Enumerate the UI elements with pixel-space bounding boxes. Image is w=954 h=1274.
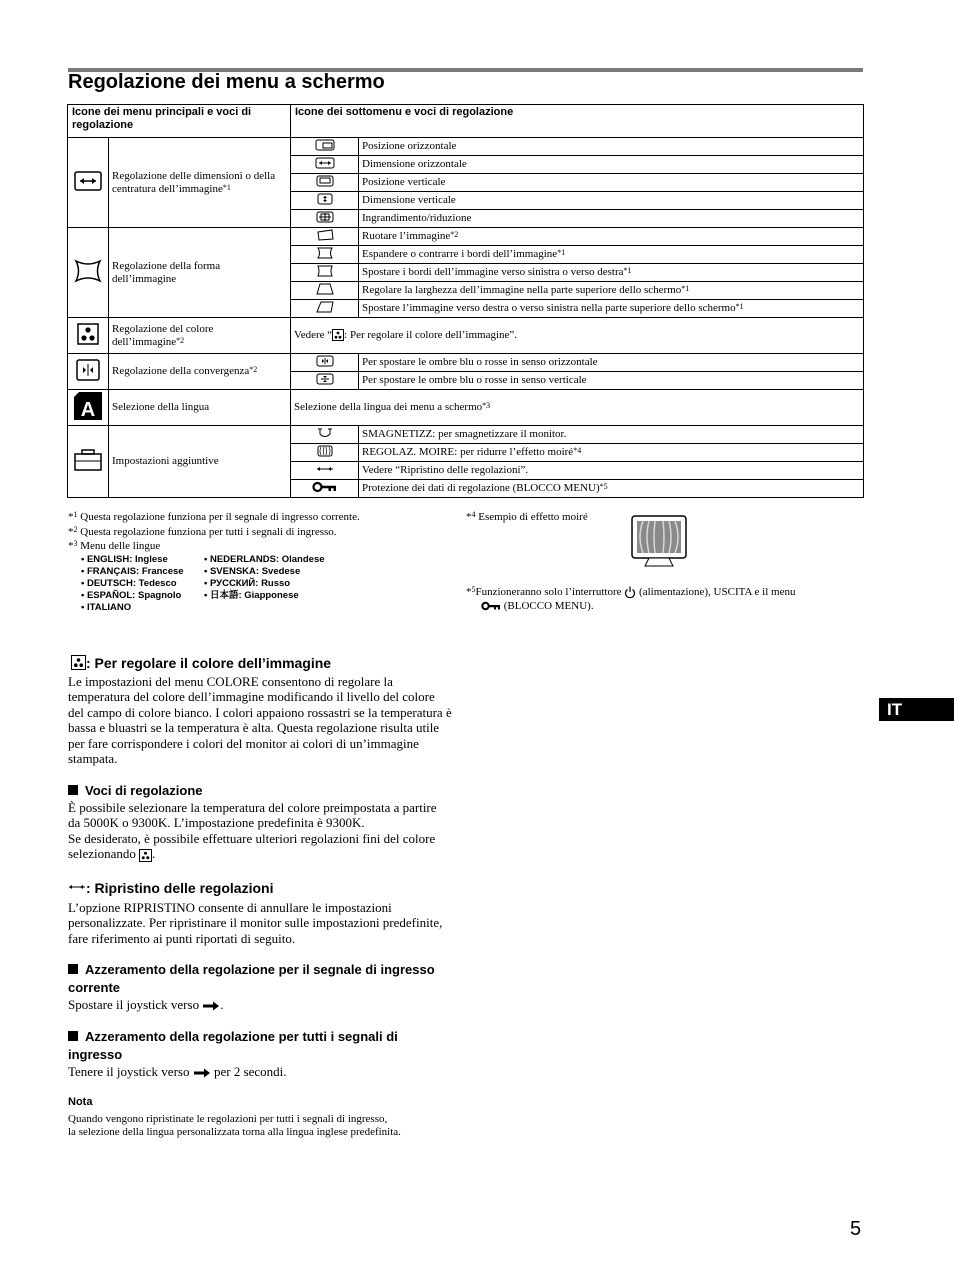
color-icon — [332, 329, 344, 341]
option-menu-icon — [68, 426, 109, 498]
language-detail: Selezione della lingua dei menu a schermo$^{*3}$ — [291, 390, 864, 426]
convergence-item: Per spostare le ombre blu o rosse in senso orizzontale — [359, 354, 864, 372]
reset-section-heading: : Ripristino delle regolazioni — [68, 880, 273, 896]
h-convergence-icon — [291, 354, 359, 372]
language-menu-icon — [68, 390, 109, 426]
degauss-icon — [291, 426, 359, 444]
moire-example-image — [631, 515, 687, 569]
keystone-icon — [291, 282, 359, 300]
pincushion-icon — [291, 246, 359, 264]
menu-lock-icon — [291, 480, 359, 498]
size-center-menu-icon — [68, 138, 109, 228]
size-item: Dimensione verticale — [359, 192, 864, 210]
v-convergence-icon — [291, 372, 359, 390]
geometry-item: Espandere o contrarre i bordi dell’immagine$^{*1}$ — [359, 246, 864, 264]
header-sub-icons: Icone dei sottomenu e voci di regolazione — [291, 105, 864, 138]
language-list-right: • NEDERLANDS: Olandese • SVENSKA: Svedese • РУССКИЙ: Russo • 日本語: Giapponese — [204, 554, 325, 601]
menu-lock-icon — [481, 601, 501, 611]
reset-section-body: L’opzione RIPRISTINO consente di annullare le impostazioni personalizzate. Per ripristinare il monitor sulle impostazioni predefinite, fare riferimento ai punti riportati di seguito. — [68, 900, 443, 946]
convergence-menu-icon — [68, 354, 109, 390]
color-label: Regolazione del colore dell’immagine$^{*2}$ — [109, 318, 291, 354]
moire-icon — [291, 444, 359, 462]
footnote-4: *$^4$ Esempio di effetto moiré — [466, 510, 588, 523]
arrow-right-icon — [202, 1001, 220, 1011]
language-tab: IT — [879, 698, 954, 721]
option-item: Protezione dei dati di regolazione (BLOCCO MENU)$^{*5}$ — [359, 480, 864, 498]
v-size-icon — [291, 192, 359, 210]
geometry-menu-icon — [68, 228, 109, 318]
arrow-right-icon — [193, 1068, 211, 1078]
option-label: Impostazioni aggiuntive — [109, 426, 291, 498]
size-item: Posizione verticale — [359, 174, 864, 192]
geometry-item: Ruotare l’immagine$^{*2}$ — [359, 228, 864, 246]
convergence-item: Per spostare le ombre blu o rosse in senso verticale — [359, 372, 864, 390]
size-item: Ingrandimento/riduzione — [359, 210, 864, 228]
reset-icon — [291, 462, 359, 480]
size-center-label: Regolazione delle dimensioni o della centratura dell’immagine$^{*1}$ — [109, 138, 291, 228]
zoom-icon — [291, 210, 359, 228]
page-number: 5 — [850, 1218, 862, 1240]
pin-balance-icon — [291, 264, 359, 282]
svg-text:A: A — [80, 398, 96, 421]
color-icon — [71, 655, 86, 670]
geometry-label: Regolazione della forma dell’immagine — [109, 228, 291, 318]
color-section-body: Le impostazioni del menu COLORE consentono di regolare la temperatura del colore dell’immagine modificando il livello del colore del campo di colore bianco. I colori appaiono rossastri se la temperatura è bassa e bluastri se la temperatura è alta. Questa regolazione risulta utile per fare corrispondere i colori del monitor ai colori di un’immagine stampata. — [68, 674, 452, 767]
footnote-2: *$^2$ Questa regolazione funziona per tutti i segnali di ingresso. — [68, 525, 337, 538]
size-item: Posizione orizzontale — [359, 138, 864, 156]
color-section-heading: : Per regolare il colore dell’immagine — [71, 655, 331, 671]
reset-current-text: Spostare il joystick verso . — [68, 997, 224, 1012]
footnote-1: *$^1$ Questa regolazione funziona per il segnale di ingresso corrente. — [68, 510, 360, 523]
reset-current-heading: Azzeramento della regolazione per il segnale di ingresso corrente — [68, 962, 435, 995]
page-title: Regolazione dei menu a schermo — [68, 71, 385, 93]
header-main-icons: Icone dei menu principali e voci di regolazione — [68, 105, 291, 138]
color-see-ref: Vedere “ : Per regolare il colore dell’immagine”. — [291, 318, 864, 354]
option-item: REGOLAZ. MOIRE: per ridurre l’effetto moiré$^{*4}$ — [359, 444, 864, 462]
nota-text: Quando vengono ripristinate le regolazioni per tutti i segnali di ingresso, la selezione della lingua personalizzata torna alla lingua inglese predefinita. — [68, 1113, 401, 1138]
reset-icon — [68, 882, 86, 892]
power-icon — [624, 586, 636, 598]
footnote-5: *$^5$Funzioneranno solo l’interruttore (alimentazione), USCITA e il menu (BLOCCO MENU). — [466, 585, 796, 612]
h-size-icon — [291, 156, 359, 174]
option-item: SMAGNETIZZ: per smagnetizzare il monitor. — [359, 426, 864, 444]
option-item: Vedere “Ripristino delle regolazioni”. — [359, 462, 864, 480]
v-position-icon — [291, 174, 359, 192]
color-icon — [139, 849, 152, 862]
key-balance-icon — [291, 300, 359, 318]
size-item: Dimensione orizzontale — [359, 156, 864, 174]
geometry-item: Spostare i bordi dell’immagine verso sinistra o verso destra$^{*1}$ — [359, 264, 864, 282]
convergence-label: Regolazione della convergenza$^{*2}$ — [109, 354, 291, 390]
geometry-item: Regolare la larghezza dell’immagine nella parte superiore dello schermo$^{*1}$ — [359, 282, 864, 300]
language-list-left: • ENGLISH: Inglese • FRANÇAIS: Francese • DEUTSCH: Tedesco • ESPAÑOL: Spagnolo • ITALIANO — [81, 554, 184, 613]
color-menu-icon — [68, 318, 109, 354]
reset-all-heading: Azzeramento della regolazione per tutti i segnali di ingresso — [68, 1029, 398, 1062]
menu-table — [67, 104, 864, 498]
nota-heading: Nota — [68, 1096, 93, 1108]
color-sub-body: È possibile selezionare la temperatura del colore preimpostata a partire da 5000K o 9300K. L’impostazione predefinita è 9300K. Se desiderato, è possibile effettuare ulteriori regolazioni fini del colore selezionando . — [68, 800, 437, 862]
geometry-item: Spostare l’immagine verso destra o verso sinistra nella parte superiore dello schermo$^{*1}$ — [359, 300, 864, 318]
language-label: Selezione della lingua — [109, 390, 291, 426]
color-sub-heading: Voci di regolazione — [68, 782, 203, 800]
rotation-icon — [291, 228, 359, 246]
h-position-icon — [291, 138, 359, 156]
footnote-3: *$^3$ Menu delle lingue — [68, 539, 161, 552]
reset-all-text: Tenere il joystick verso per 2 secondi. — [68, 1064, 287, 1079]
